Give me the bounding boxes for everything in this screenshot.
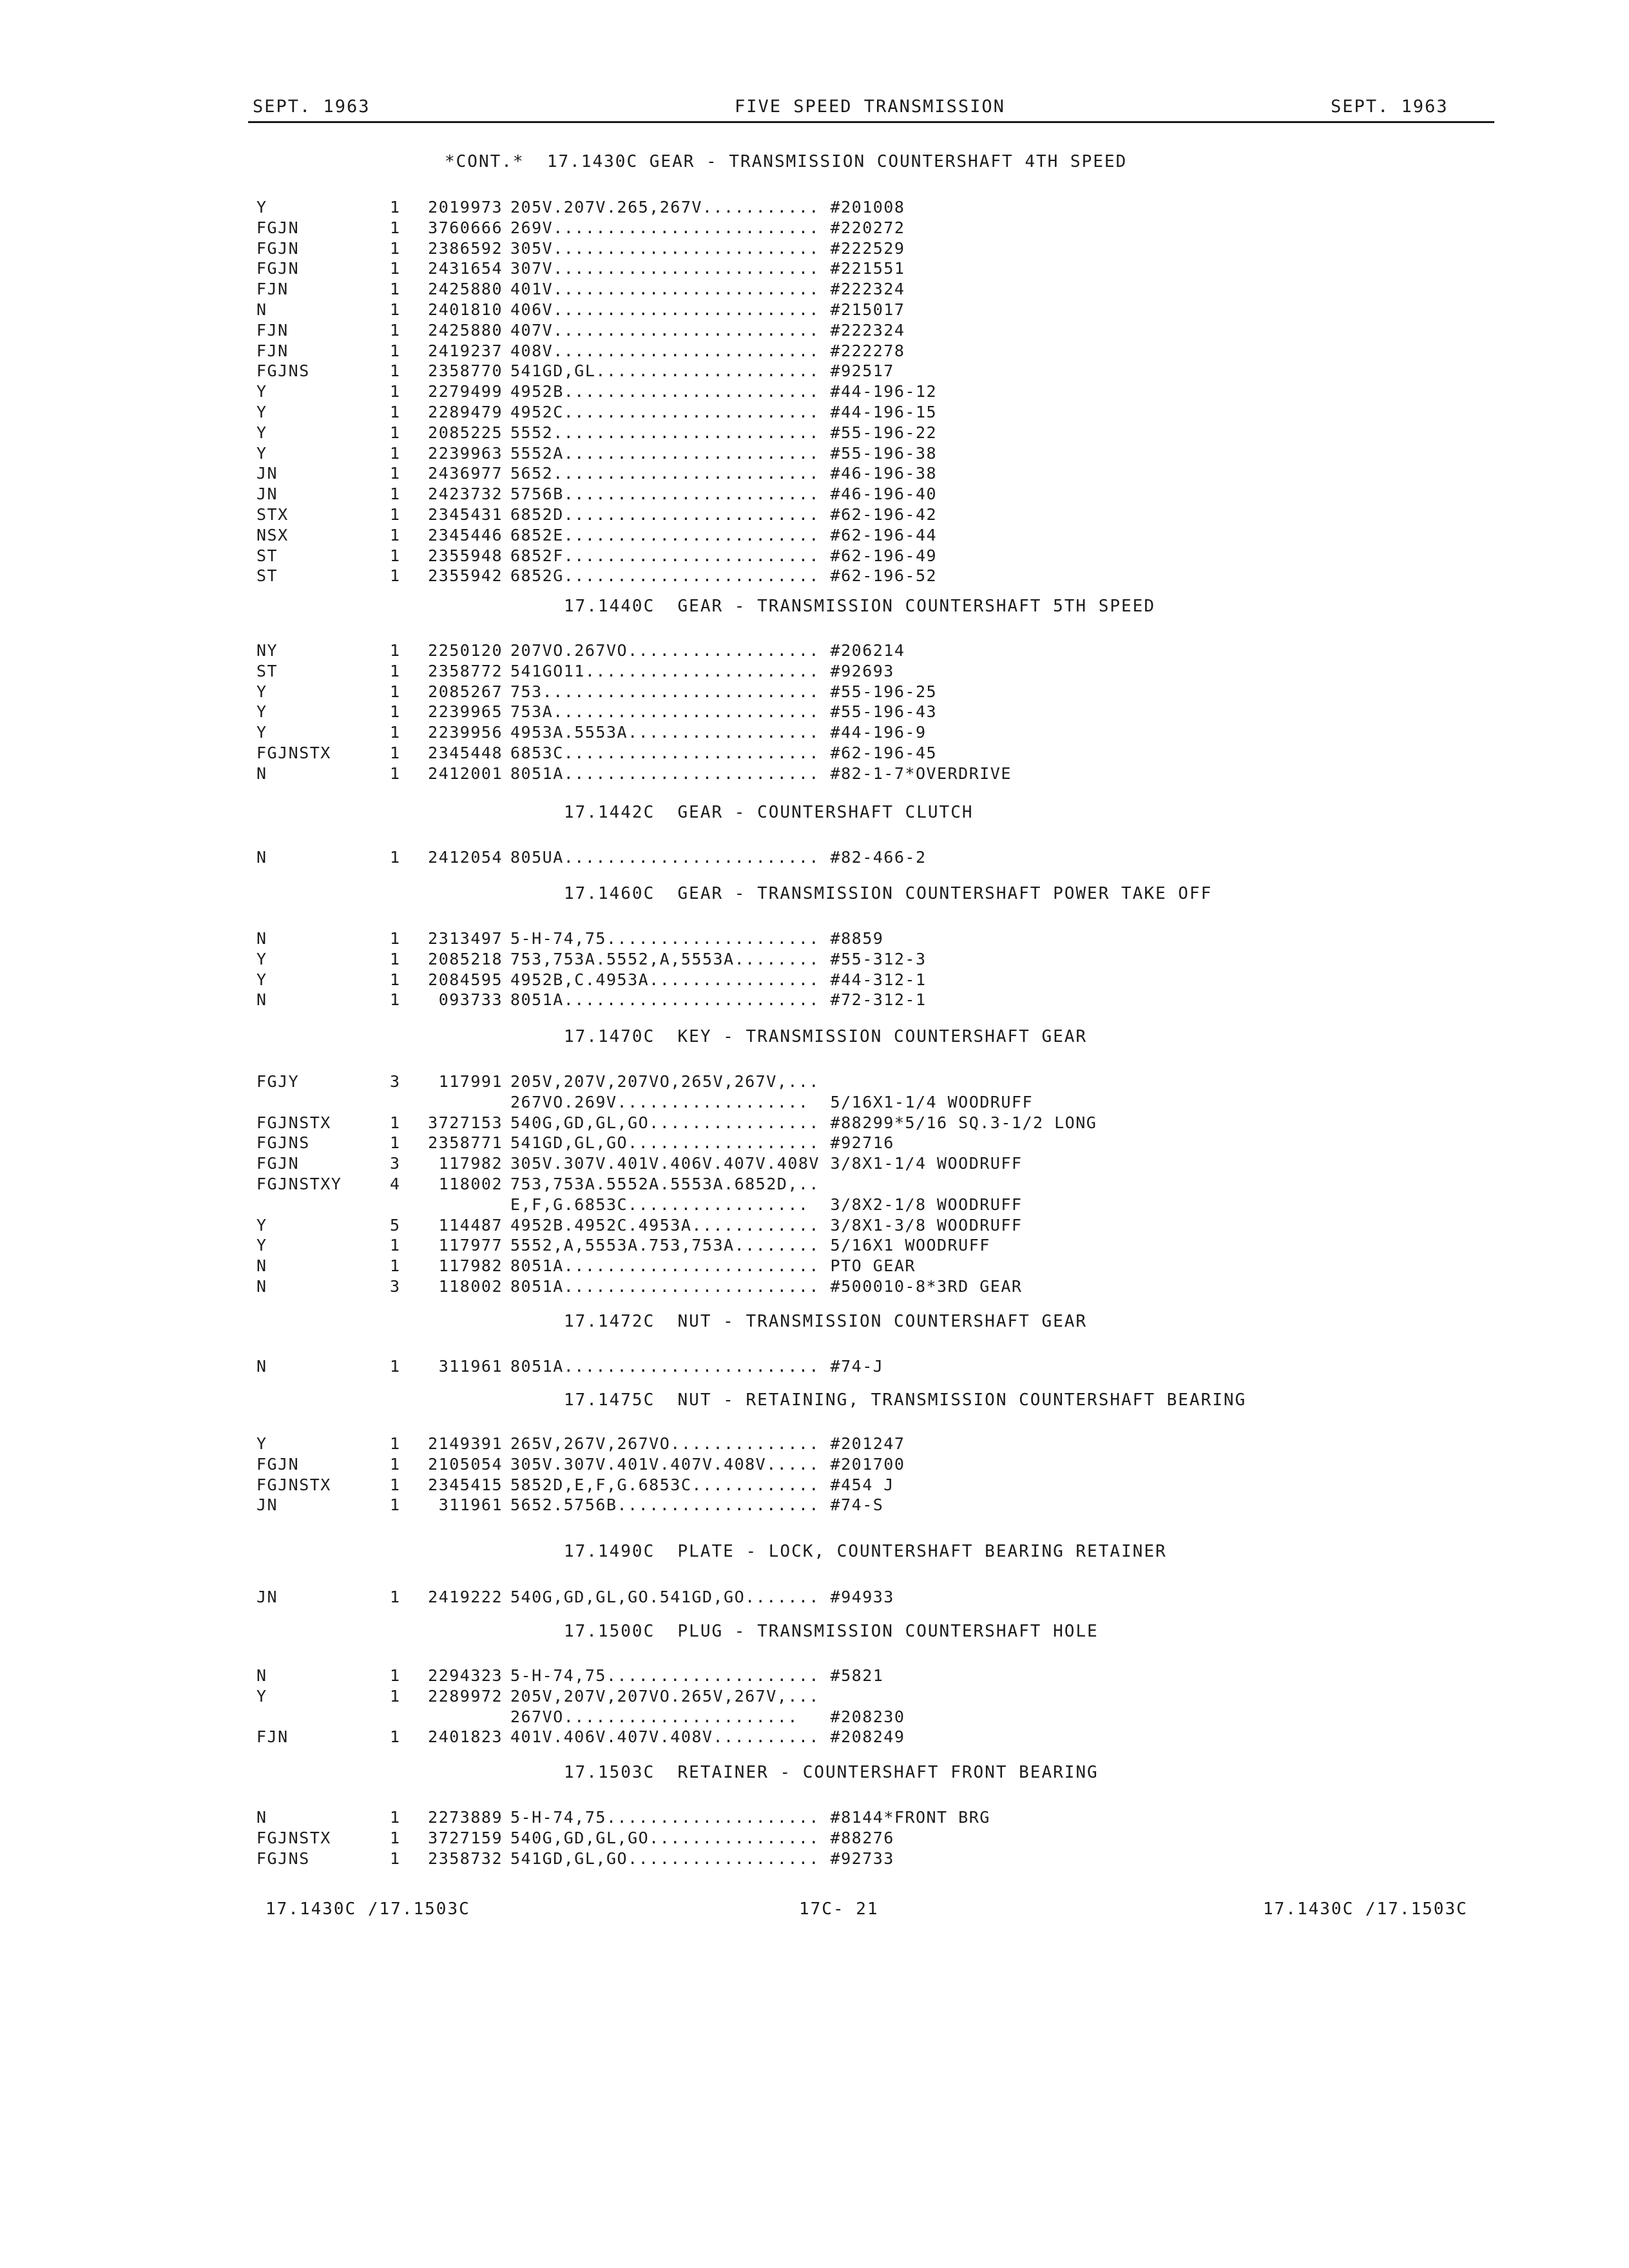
description: 8051A........................ #500010-8*3RD GEAR xyxy=(510,1277,1023,1296)
model-code: JN xyxy=(256,1588,278,1606)
description: 5-H-74,75.................... #8144*FRONT BRG xyxy=(510,1808,990,1827)
quantity: 1 xyxy=(390,1475,401,1494)
quantity: 1 xyxy=(390,970,401,989)
quantity: 1 xyxy=(390,1686,401,1706)
quantity: 1 xyxy=(390,1495,401,1515)
section-title: 17.1472C NUT - TRANSMISSION COUNTERSHAFT GEAR xyxy=(564,1312,1088,1331)
description: 307V......................... #221551 xyxy=(510,259,905,278)
part-number: 2401810 xyxy=(428,300,503,319)
description: 540G,GD,GL,GO................ #88276 xyxy=(510,1828,894,1847)
quantity: 1 xyxy=(390,723,401,742)
model-code: FGJNSTX xyxy=(256,1475,331,1494)
part-number: 2085267 xyxy=(428,682,503,701)
list-item xyxy=(0,1175,1629,1195)
quantity: 1 xyxy=(390,1113,401,1132)
list-item xyxy=(0,341,1629,362)
quantity: 1 xyxy=(390,1434,401,1453)
list-item xyxy=(0,1687,1629,1707)
model-code: ST xyxy=(256,546,278,565)
list-item xyxy=(0,1093,1629,1113)
part-number: 3727159 xyxy=(428,1828,503,1847)
description: 5652......................... #46-196-38 xyxy=(510,464,938,483)
model-code: FGJN xyxy=(256,259,300,278)
list-item xyxy=(0,1236,1629,1256)
description: 265V,267V,267VO.............. #201247 xyxy=(510,1434,905,1453)
model-code: N xyxy=(256,990,267,1010)
description: 4952B........................ #44-196-12 xyxy=(510,382,938,401)
model-code: JN xyxy=(256,464,278,483)
description: 5552,A,5553A.753,753A........ 5/16X1 WOODRUFF xyxy=(510,1236,990,1255)
list-item xyxy=(0,1277,1629,1298)
footer-range-left: 17.1430C /17.1503C xyxy=(265,1899,470,1919)
quantity: 1 xyxy=(390,1808,401,1827)
description: 541GO11...................... #92693 xyxy=(510,661,894,680)
quantity: 4 xyxy=(390,1175,401,1193)
list-item xyxy=(0,1829,1629,1849)
description: 4953A.5553A.................. #44-196-9 xyxy=(510,723,927,742)
quantity: 1 xyxy=(390,238,401,258)
description: 408V......................... #222278 xyxy=(510,341,905,360)
part-number: 118002 xyxy=(438,1277,503,1296)
section-title: 17.1490C PLATE - LOCK, COUNTERSHAFT BEARING RETAINER xyxy=(564,1542,1167,1561)
model-code: FGJNS xyxy=(256,1133,310,1153)
description: 541GD,GL,GO.................. #92733 xyxy=(510,1849,894,1868)
description: 4952B.4952C.4953A............ 3/8X1-3/8 WOODRUFF xyxy=(510,1215,1023,1235)
list-item xyxy=(0,990,1629,1011)
model-code: N xyxy=(256,1357,267,1376)
description: 5-H-74,75.................... #8859 xyxy=(510,929,884,948)
model-code: Y xyxy=(256,403,267,421)
description: 267VO.269V.................. 5/16X1-1/4 WOODRUFF xyxy=(510,1092,1034,1111)
description: 5852D,E,F,G.6853C............ #454 J xyxy=(510,1475,894,1494)
list-item xyxy=(0,848,1629,869)
section-title: 17.1500C PLUG - TRANSMISSION COUNTERSHAFT HOLE xyxy=(564,1622,1099,1641)
part-number: 2273889 xyxy=(428,1808,503,1827)
model-code: N xyxy=(256,848,267,867)
model-code: FGJNS xyxy=(256,1849,310,1868)
part-number: 118002 xyxy=(438,1175,503,1193)
model-code: Y xyxy=(256,443,267,463)
list-item xyxy=(0,382,1629,403)
description: 753.......................... #55-196-25 xyxy=(510,682,938,701)
list-item xyxy=(0,485,1629,505)
part-number: 114487 xyxy=(438,1215,503,1235)
description: 205V,207V,207VO.265V,267V,... xyxy=(510,1686,820,1706)
section-title: *CONT.* 17.1430C GEAR - TRANSMISSION COUNTERSHAFT 4TH SPEED xyxy=(445,152,1128,171)
model-code: JN xyxy=(256,1495,278,1515)
model-code: FGJN xyxy=(256,238,300,258)
list-item xyxy=(0,662,1629,682)
list-item xyxy=(0,1707,1629,1728)
list-item xyxy=(0,1666,1629,1687)
description: 406V......................... #215017 xyxy=(510,300,905,319)
quantity: 1 xyxy=(390,1588,401,1606)
part-number: 2345446 xyxy=(428,525,503,544)
quantity: 1 xyxy=(390,949,401,968)
description: 5552......................... #55-196-22 xyxy=(510,423,938,442)
part-number: 2239956 xyxy=(428,723,503,742)
part-number: 2386592 xyxy=(428,238,503,258)
part-number: 2358732 xyxy=(428,1849,503,1868)
description: 305V.307V.401V.407V.408V..... #201700 xyxy=(510,1454,905,1474)
quantity: 1 xyxy=(390,1666,401,1685)
list-item xyxy=(0,1357,1629,1378)
description: 5756B........................ #46-196-40 xyxy=(510,485,938,504)
model-code: FGJY xyxy=(256,1072,300,1091)
quantity: 1 xyxy=(390,929,401,948)
list-item xyxy=(0,1154,1629,1175)
section-title: 17.1475C NUT - RETAINING, TRANSMISSION COUNTERSHAFT BEARING xyxy=(564,1390,1247,1410)
list-item xyxy=(0,682,1629,703)
part-number: 2423732 xyxy=(428,485,503,504)
description: 753,753A.5552A.5553A.6852D,.. xyxy=(510,1175,820,1193)
part-number: 2401823 xyxy=(428,1727,503,1747)
description: 8051A........................ #74-J xyxy=(510,1357,884,1376)
section-title: 17.1442C GEAR - COUNTERSHAFT CLUTCH xyxy=(564,803,974,822)
model-code: N xyxy=(256,1277,267,1296)
quantity: 1 xyxy=(390,1357,401,1376)
list-item xyxy=(0,546,1629,567)
model-code: N xyxy=(256,1808,267,1827)
quantity: 1 xyxy=(390,1454,401,1474)
description: 267VO...................... #208230 xyxy=(510,1707,905,1726)
section-title: 17.1440C GEAR - TRANSMISSION COUNTERSHAFT 5TH SPEED xyxy=(564,597,1155,616)
list-item xyxy=(0,764,1629,785)
list-item xyxy=(0,1113,1629,1134)
part-number: 117977 xyxy=(438,1236,503,1255)
description: 207VO.267VO.................. #206214 xyxy=(510,641,905,660)
quantity: 1 xyxy=(390,382,401,401)
part-number: 2412001 xyxy=(428,764,503,783)
description: 6852E........................ #62-196-44 xyxy=(510,525,938,544)
description: E,F,G.6853C................. 3/8X2-1/8 WOODRUFF xyxy=(510,1195,1023,1214)
part-number: 2345415 xyxy=(428,1475,503,1494)
part-number: 2085225 xyxy=(428,423,503,442)
description: 5552A........................ #55-196-38 xyxy=(510,443,938,463)
list-item xyxy=(0,723,1629,744)
model-code: FGJNSTX xyxy=(256,744,331,762)
list-item xyxy=(0,1256,1629,1277)
model-code: Y xyxy=(256,1236,267,1255)
model-code: N xyxy=(256,929,267,948)
model-code: FJN xyxy=(256,1727,289,1747)
model-code: FGJNSTX xyxy=(256,1828,331,1847)
part-number: 2345431 xyxy=(428,505,503,524)
part-number: 2419222 xyxy=(428,1588,503,1606)
quantity: 1 xyxy=(390,1849,401,1868)
model-code: NY xyxy=(256,641,278,660)
section-title: 17.1470C KEY - TRANSMISSION COUNTERSHAFT GEAR xyxy=(564,1027,1088,1046)
section-title: 17.1460C GEAR - TRANSMISSION COUNTERSHAFT POWER TAKE OFF xyxy=(564,884,1213,903)
part-number: 2425880 xyxy=(428,320,503,340)
part-number: 2419237 xyxy=(428,341,503,360)
list-item xyxy=(0,1727,1629,1748)
model-code: Y xyxy=(256,970,267,989)
part-number: 2412054 xyxy=(428,848,503,867)
description: 407V......................... #222324 xyxy=(510,320,905,340)
description: 6852G........................ #62-196-52 xyxy=(510,566,938,586)
part-number: 2239963 xyxy=(428,443,503,463)
model-code: N xyxy=(256,1256,267,1276)
description: 541GD,GL..................... #92517 xyxy=(510,361,894,381)
model-code: N xyxy=(256,300,267,319)
part-number: 2289972 xyxy=(428,1686,503,1706)
list-item xyxy=(0,950,1629,970)
list-item xyxy=(0,300,1629,321)
quantity: 1 xyxy=(390,525,401,544)
list-item xyxy=(0,1455,1629,1475)
quantity: 1 xyxy=(390,764,401,783)
part-number: 2105054 xyxy=(428,1454,503,1474)
quantity: 1 xyxy=(390,682,401,701)
header-title: FIVE SPEED TRANSMISSION xyxy=(735,97,1005,117)
model-code: JN xyxy=(256,485,278,504)
quantity: 1 xyxy=(390,1727,401,1747)
model-code: Y xyxy=(256,702,267,722)
quantity: 1 xyxy=(390,744,401,762)
quantity: 1 xyxy=(390,361,401,381)
header-date-right: SEPT. 1963 xyxy=(1331,97,1449,117)
header-rule xyxy=(248,121,1494,123)
part-number: 2313497 xyxy=(428,929,503,948)
model-code: Y xyxy=(256,198,267,216)
quantity: 1 xyxy=(390,403,401,421)
description: 5652.5756B................... #74-S xyxy=(510,1495,884,1515)
list-item xyxy=(0,464,1629,485)
quantity: 1 xyxy=(390,661,401,680)
part-number: 117991 xyxy=(438,1072,503,1091)
part-number: 2084595 xyxy=(428,970,503,989)
part-number: 2358771 xyxy=(428,1133,503,1153)
quantity: 1 xyxy=(390,702,401,722)
list-item xyxy=(0,444,1629,465)
quantity: 1 xyxy=(390,1256,401,1276)
list-item xyxy=(0,1195,1629,1216)
model-code: FGJN xyxy=(256,218,300,237)
model-code: Y xyxy=(256,382,267,401)
part-number: 2358772 xyxy=(428,661,503,680)
description: 305V......................... #222529 xyxy=(510,238,905,258)
list-item xyxy=(0,198,1629,218)
list-item xyxy=(0,566,1629,587)
description: 540G,GD,GL,GO.541GD,GO....... #94933 xyxy=(510,1588,894,1606)
part-number: 2294323 xyxy=(428,1666,503,1685)
description: 8051A........................ PTO GEAR xyxy=(510,1256,916,1276)
model-code: Y xyxy=(256,1215,267,1235)
quantity: 3 xyxy=(390,1072,401,1091)
model-code: FGJN xyxy=(256,1154,300,1173)
part-number: 2436977 xyxy=(428,464,503,483)
list-item xyxy=(0,361,1629,382)
footer-range-right: 17.1430C /17.1503C xyxy=(1263,1899,1468,1919)
list-item xyxy=(0,239,1629,260)
quantity: 1 xyxy=(390,1828,401,1847)
quantity: 1 xyxy=(390,443,401,463)
list-item xyxy=(0,702,1629,723)
model-code: Y xyxy=(256,1434,267,1453)
part-number: 2279499 xyxy=(428,382,503,401)
model-code: STX xyxy=(256,505,289,524)
quantity: 1 xyxy=(390,218,401,237)
quantity: 1 xyxy=(390,280,401,299)
list-item xyxy=(0,1475,1629,1496)
list-item xyxy=(0,321,1629,341)
list-item xyxy=(0,526,1629,546)
quantity: 1 xyxy=(390,990,401,1010)
description: 8051A........................ #72-312-1 xyxy=(510,990,927,1010)
list-item xyxy=(0,1849,1629,1870)
list-item xyxy=(0,1495,1629,1516)
part-number: 2085218 xyxy=(428,949,503,968)
description: 6853C........................ #62-196-45 xyxy=(510,744,938,762)
description: 269V......................... #220272 xyxy=(510,218,905,237)
list-item xyxy=(0,641,1629,662)
part-number: 117982 xyxy=(438,1154,503,1173)
part-number: 2355942 xyxy=(428,566,503,586)
list-item xyxy=(0,1072,1629,1093)
part-number: 2345448 xyxy=(428,744,503,762)
model-code: ST xyxy=(256,566,278,586)
description: 540G,GD,GL,GO................ #88299*5/16 SQ.3-1/2 LONG xyxy=(510,1113,1097,1132)
quantity: 5 xyxy=(390,1215,401,1235)
part-number: 093733 xyxy=(438,990,503,1010)
list-item xyxy=(0,970,1629,991)
page-number: 17C- 21 xyxy=(799,1899,879,1919)
description: 5-H-74,75.................... #5821 xyxy=(510,1666,884,1685)
part-number: 3760666 xyxy=(428,218,503,237)
description: 805UA........................ #82-466-2 xyxy=(510,848,927,867)
description: 205V,207V,207VO,265V,267V,... xyxy=(510,1072,820,1091)
section-title: 17.1503C RETAINER - COUNTERSHAFT FRONT BEARING xyxy=(564,1763,1099,1782)
part-number: 311961 xyxy=(438,1357,503,1376)
description: 4952B,C.4953A................ #44-312-1 xyxy=(510,970,927,989)
list-item xyxy=(0,744,1629,764)
list-item xyxy=(0,280,1629,300)
description: 305V.307V.401V.406V.407V.408V 3/8X1-1/4 WOODRUFF xyxy=(510,1154,1023,1173)
description: 401V......................... #222324 xyxy=(510,280,905,299)
quantity: 3 xyxy=(390,1277,401,1296)
header-date-left: SEPT. 1963 xyxy=(253,97,371,117)
part-number: 2358770 xyxy=(428,361,503,381)
list-item xyxy=(0,505,1629,526)
description: 753A......................... #55-196-43 xyxy=(510,702,938,722)
quantity: 1 xyxy=(390,464,401,483)
list-item xyxy=(0,1588,1629,1608)
quantity: 1 xyxy=(390,259,401,278)
list-item xyxy=(0,1808,1629,1829)
quantity: 1 xyxy=(390,341,401,360)
list-item xyxy=(0,1434,1629,1455)
model-code: NSX xyxy=(256,525,289,544)
model-code: FJN xyxy=(256,341,289,360)
model-code: FGJNSTX xyxy=(256,1113,331,1132)
description: 541GD,GL,GO.................. #92716 xyxy=(510,1133,894,1153)
quantity: 1 xyxy=(390,320,401,340)
quantity: 1 xyxy=(390,423,401,442)
part-number: 2425880 xyxy=(428,280,503,299)
description: 6852F........................ #62-196-49 xyxy=(510,546,938,565)
part-number: 2355948 xyxy=(428,546,503,565)
part-number: 2289479 xyxy=(428,403,503,421)
part-number: 117982 xyxy=(438,1256,503,1276)
quantity: 1 xyxy=(390,566,401,586)
list-item xyxy=(0,423,1629,444)
model-code: Y xyxy=(256,723,267,742)
model-code: Y xyxy=(256,1686,267,1706)
model-code: FGJN xyxy=(256,1454,300,1474)
quantity: 3 xyxy=(390,1154,401,1173)
list-item xyxy=(0,218,1629,239)
quantity: 1 xyxy=(390,1133,401,1153)
list-item xyxy=(0,1133,1629,1154)
quantity: 1 xyxy=(390,1236,401,1255)
list-item xyxy=(0,1216,1629,1236)
description: 4952C........................ #44-196-15 xyxy=(510,403,938,421)
model-code: FJN xyxy=(256,280,289,299)
model-code: FGJNS xyxy=(256,361,310,381)
quantity: 1 xyxy=(390,641,401,660)
description: 6852D........................ #62-196-42 xyxy=(510,505,938,524)
part-number: 3727153 xyxy=(428,1113,503,1132)
model-code: FJN xyxy=(256,320,289,340)
list-item xyxy=(0,929,1629,950)
description: 205V.207V.265,267V........... #201008 xyxy=(510,198,905,216)
quantity: 1 xyxy=(390,546,401,565)
model-code: Y xyxy=(256,682,267,701)
part-number: 2019973 xyxy=(428,198,503,216)
list-item xyxy=(0,403,1629,423)
quantity: 1 xyxy=(390,485,401,504)
part-number: 311961 xyxy=(438,1495,503,1515)
quantity: 1 xyxy=(390,505,401,524)
description: 401V.406V.407V.408V.......... #208249 xyxy=(510,1727,905,1747)
model-code: Y xyxy=(256,949,267,968)
model-code: N xyxy=(256,1666,267,1685)
part-number: 2149391 xyxy=(428,1434,503,1453)
part-number: 2431654 xyxy=(428,259,503,278)
model-code: N xyxy=(256,764,267,783)
list-item xyxy=(0,259,1629,280)
quantity: 1 xyxy=(390,848,401,867)
quantity: 1 xyxy=(390,198,401,216)
model-code: ST xyxy=(256,661,278,680)
part-number: 2250120 xyxy=(428,641,503,660)
description: 753,753A.5552,A,5553A........ #55-312-3 xyxy=(510,949,927,968)
quantity: 1 xyxy=(390,300,401,319)
model-code: FGJNSTXY xyxy=(256,1175,342,1193)
part-number: 2239965 xyxy=(428,702,503,722)
model-code: Y xyxy=(256,423,267,442)
description: 8051A........................ #82-1-7*OVERDRIVE xyxy=(510,764,1012,783)
